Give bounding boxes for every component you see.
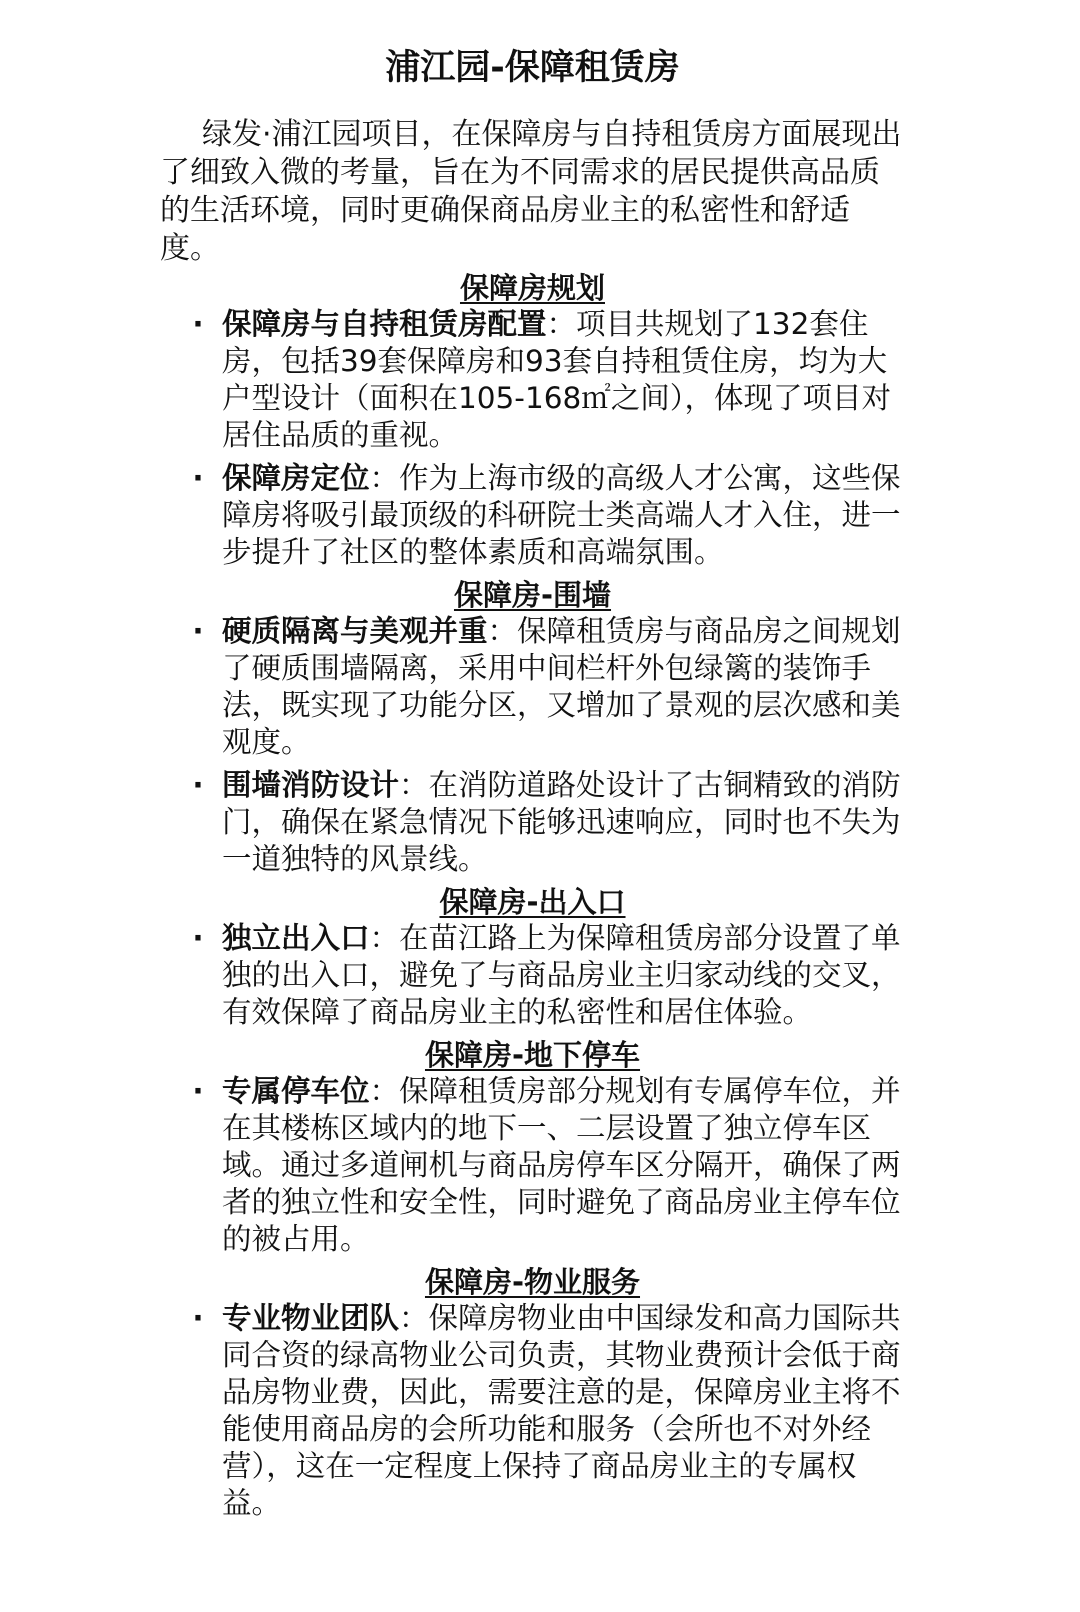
intro-paragraph: 绿发·浦江园项目，在保障房与自持租赁房方面展现出了细致入微的考量，旨在为不同需求的居民提供高品质的生活环境，同时更确保商品房业主的私密性和舒适度。 <box>160 117 902 266</box>
document-page <box>160 44 905 1528</box>
bullet-dot-icon: · <box>192 768 204 802</box>
section-heading: 保障房-物业服务 <box>424 1265 641 1299</box>
list-item-body <box>222 614 901 759</box>
list-item-term: 专业物业团队 <box>222 1301 400 1335</box>
bullet-dot-icon: · <box>192 1301 204 1335</box>
list-item-term: 围墙消防设计 <box>222 768 400 802</box>
list-item-body <box>222 307 891 452</box>
document-title: 浦江园-保障租赁房 <box>385 48 680 88</box>
list-item-body <box>222 461 901 569</box>
bullet-list <box>160 613 905 878</box>
list-item-term: 硬质隔离与美观并重 <box>222 614 488 648</box>
list-item-body <box>222 768 901 876</box>
list-item <box>160 767 905 878</box>
bullet-list <box>160 1073 905 1258</box>
list-item-text: 保障房物业由中国绿发和高力国际共同合资的绿高物业公司负责，其物业费预计会低于商品房物业费，因此，需要注意的是，保障房业主将不能使用商品房的会所功能和服务（会所也不对外经营），这在一定程度上保持了商品房业主的专属权益。 <box>222 1301 901 1520</box>
list-item-text: 保障租赁房与商品房之间规划了硬质围墙隔离，采用中间栏杆外包绿篱的装饰手法，既实现了功能分区，又增加了景观的层次感和美观度。 <box>222 614 901 759</box>
bullet-dot-icon: · <box>192 461 204 495</box>
bullet-dot-icon: · <box>192 921 204 955</box>
list-item-separator: ： <box>369 921 400 955</box>
section-heading: 保障房规划 <box>459 271 605 305</box>
section-heading: 保障房-出入口 <box>439 885 626 919</box>
list-item-separator: ： <box>399 768 429 802</box>
list-item-text: 保障租赁房部分规划有专属停车位，并在其楼栋区域内的地下一、二层设置了独立停车区域。通过多道闸机与商品房停车区分隔开，确保了两者的独立性和安全性，同时避免了商品房业主停车位的被占用。 <box>222 1074 901 1256</box>
section-heading: 保障房-围墙 <box>453 578 612 612</box>
list-item-text: 作为上海市级的高级人才公寓，这些保障房将吸引最顶级的科研院士类高端人才入住，进一步提升了社区的整体素质和高端氛围。 <box>222 461 901 569</box>
list-item <box>160 920 905 1031</box>
list-item <box>160 1073 905 1258</box>
list-item <box>160 1300 905 1522</box>
list-item-body <box>222 1301 901 1520</box>
list-item-separator: ： <box>399 1301 429 1335</box>
bullet-dot-icon: · <box>192 307 204 341</box>
list-item-separator: ： <box>369 1074 400 1108</box>
sections-container <box>160 270 905 1522</box>
list-item-text: 项目共规划了132套住房，包括39套保障房和93套自持租赁住房，均为大户型设计（面积在105-168㎡之间），体现了项目对居住品质的重视。 <box>222 307 892 452</box>
bullet-list <box>160 920 905 1031</box>
bullet-list <box>160 306 905 571</box>
list-item <box>160 460 905 571</box>
list-item-term: 保障房定位 <box>222 461 370 495</box>
bullet-list <box>160 1300 905 1522</box>
list-item-term: 独立出入口 <box>222 921 370 955</box>
list-item-term: 保障房与自持租赁房配置 <box>222 307 547 341</box>
list-item-body <box>222 1074 901 1256</box>
list-item-text: 在消防道路处设计了古铜精致的消防门，确保在紧急情况下能够迅速响应，同时也不失为一道独特的风景线。 <box>222 768 901 876</box>
list-item-separator: ： <box>487 614 518 648</box>
section-heading: 保障房-地下停车 <box>424 1038 641 1072</box>
list-item-term: 专属停车位 <box>222 1074 370 1108</box>
bullet-dot-icon: · <box>192 1074 204 1108</box>
list-item-separator: ： <box>546 307 577 341</box>
list-item-body <box>222 921 901 1029</box>
list-item <box>160 306 905 454</box>
bullet-dot-icon: · <box>192 614 204 648</box>
list-item <box>160 613 905 761</box>
list-item-text: 在苗江路上为保障租赁房部分设置了单独的出入口，避免了与商品房业主归家动线的交叉，有效保障了商品房业主的私密性和居住体验。 <box>222 921 901 1029</box>
list-item-separator: ： <box>369 461 400 495</box>
